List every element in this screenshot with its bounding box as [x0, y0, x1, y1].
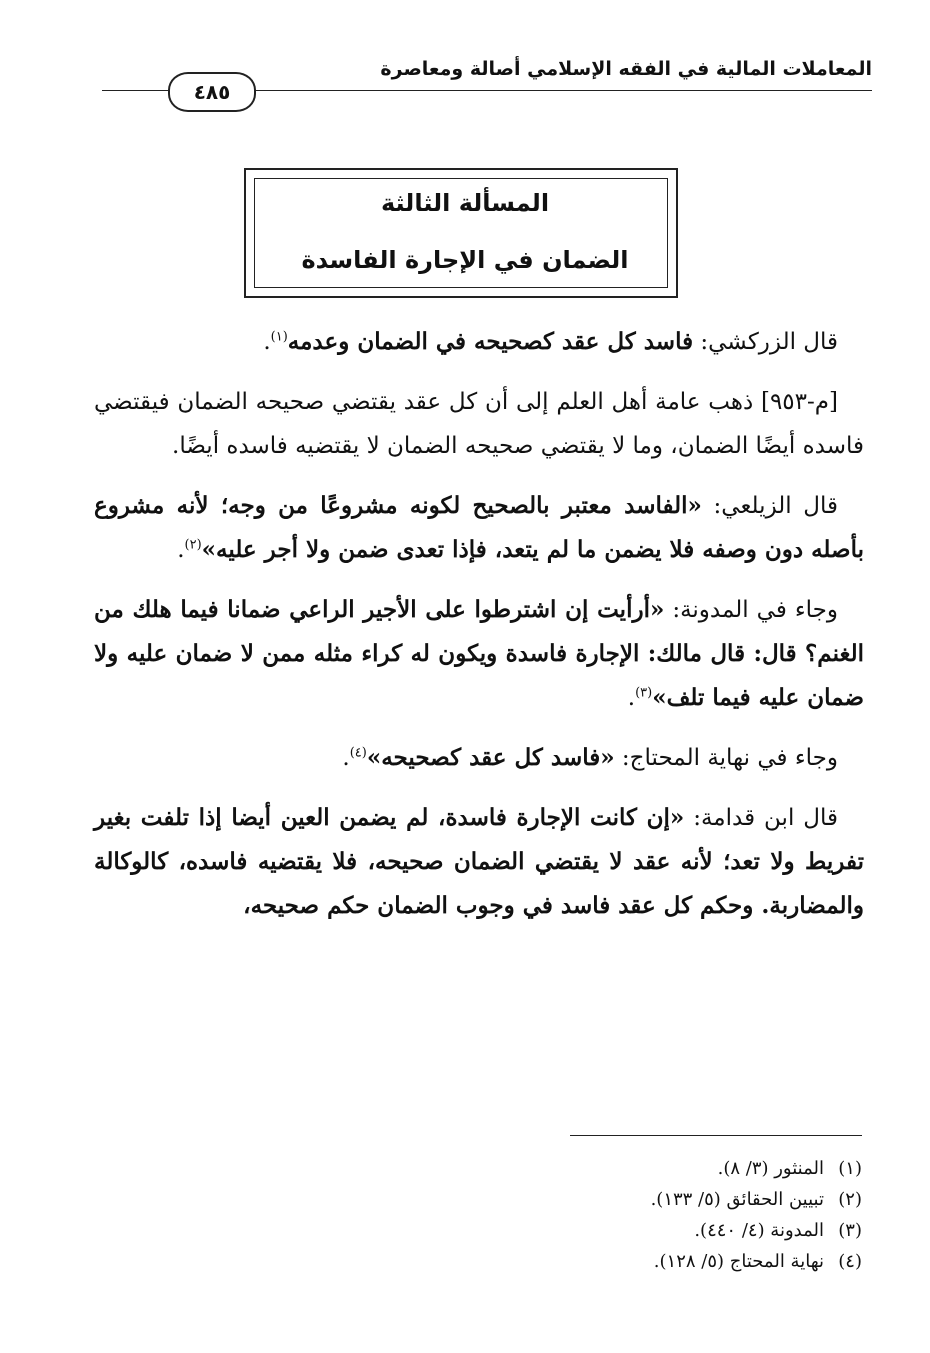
footnote-number: (٣)	[838, 1220, 862, 1241]
footnote-text: المدونة (٤/ ٤٤٠).	[694, 1220, 824, 1241]
paragraph-m953: [م-٩٥٣] ذهب عامة أهل العلم إلى أن كل عقد يقتضي صحيحه الضمان فيقتضي فاسده أيضًا الضمان، وما لا يقتضي صحيحه الضمان لا يقتضيه فاسده أيضًا.	[94, 389, 864, 459]
footnote-rule	[570, 1135, 862, 1136]
p4-lead: وجاء في المدونة:	[664, 597, 838, 623]
footnote-text: تبيين الحقائق (٥/ ١٣٣).	[650, 1189, 824, 1210]
footnote-number: (١)	[838, 1158, 862, 1179]
footnote-1	[262, 1153, 862, 1184]
footnote-4	[262, 1246, 862, 1277]
p5-quote: «فاسد كل عقد كصحيحه»	[366, 744, 615, 771]
footnote-ref-2: (٢)	[184, 537, 202, 553]
heading-issue: المسألة الثالثة	[380, 189, 550, 217]
heading-frame	[244, 168, 678, 298]
p4-end: .	[627, 685, 636, 711]
footnote-3	[262, 1215, 862, 1246]
footnote-text: نهاية المحتاج (٥/ ١٢٨).	[653, 1251, 824, 1272]
paragraph-zaylai	[94, 484, 864, 572]
p3-end: .	[177, 537, 185, 563]
p3-quote: «الفاسد معتبر بالصحيح لكونه مشروعًا من وجه؛ لأنه مشروع بأصله دون وصفه فلا يضمن ما لم يتعد، فإذا تعدى ضمن ولا أجر عليه»	[94, 492, 864, 563]
footnote-2	[262, 1184, 862, 1215]
body-text	[94, 320, 864, 944]
footnote-ref-3: (٣)	[635, 685, 653, 701]
p1-quote: فاسد كل عقد كصحيحه في الضمان وعدمه	[287, 328, 694, 355]
paragraph-ibn-qudama	[94, 796, 864, 928]
p6-lead: قال ابن قدامة:	[684, 805, 838, 831]
footnote-ref-1: (١)	[270, 329, 288, 345]
p4-quote: «أرأيت إن اشترطوا على الأجير الراعي ضمانا فيما هلك من الغنم؟ قال: قال مالك: الإجارة فاسدة ويكون له كراء مثله ممن لا ضمان عليه ولا ضمان عليه فيما تلف»	[94, 596, 864, 711]
p1-end: .	[263, 329, 271, 355]
footnote-ref-4: (٤)	[349, 745, 367, 761]
p3-lead: قال الزيلعي:	[701, 493, 838, 519]
heading-topic: الضمان في الإجارة الفاسدة	[301, 246, 629, 274]
paragraph-zarkashi	[94, 320, 864, 364]
paragraph-nihaya	[94, 736, 864, 780]
p5-lead: وجاء في نهاية المحتاج:	[614, 745, 838, 771]
p1-lead: قال الزركشي:	[693, 329, 838, 355]
footnote-number: (٤)	[838, 1251, 862, 1272]
p5-end: .	[342, 745, 350, 771]
page-number: ٤٨٥	[168, 72, 256, 112]
paragraph-mudawwana	[94, 588, 864, 720]
footnote-text: المنثور (٣/ ٨).	[717, 1158, 824, 1179]
footnotes	[262, 1153, 862, 1277]
p6-quote: «إن كانت الإجارة فاسدة، لم يضمن العين أيضا إذا تلفت بغير تفريط ولا تعد؛ لأنه عقد لا يقتضي الضمان صحيحه، فلا يقتضيه فاسده، كالوكالة والمضاربة. وحكم كل عقد فاسد في وجوب الضمان حكم صحيحه،	[94, 804, 864, 919]
footnote-number: (٢)	[838, 1189, 862, 1210]
running-title: المعاملات المالية في الفقه الإسلامي أصالة ومعاصرة	[380, 58, 872, 80]
